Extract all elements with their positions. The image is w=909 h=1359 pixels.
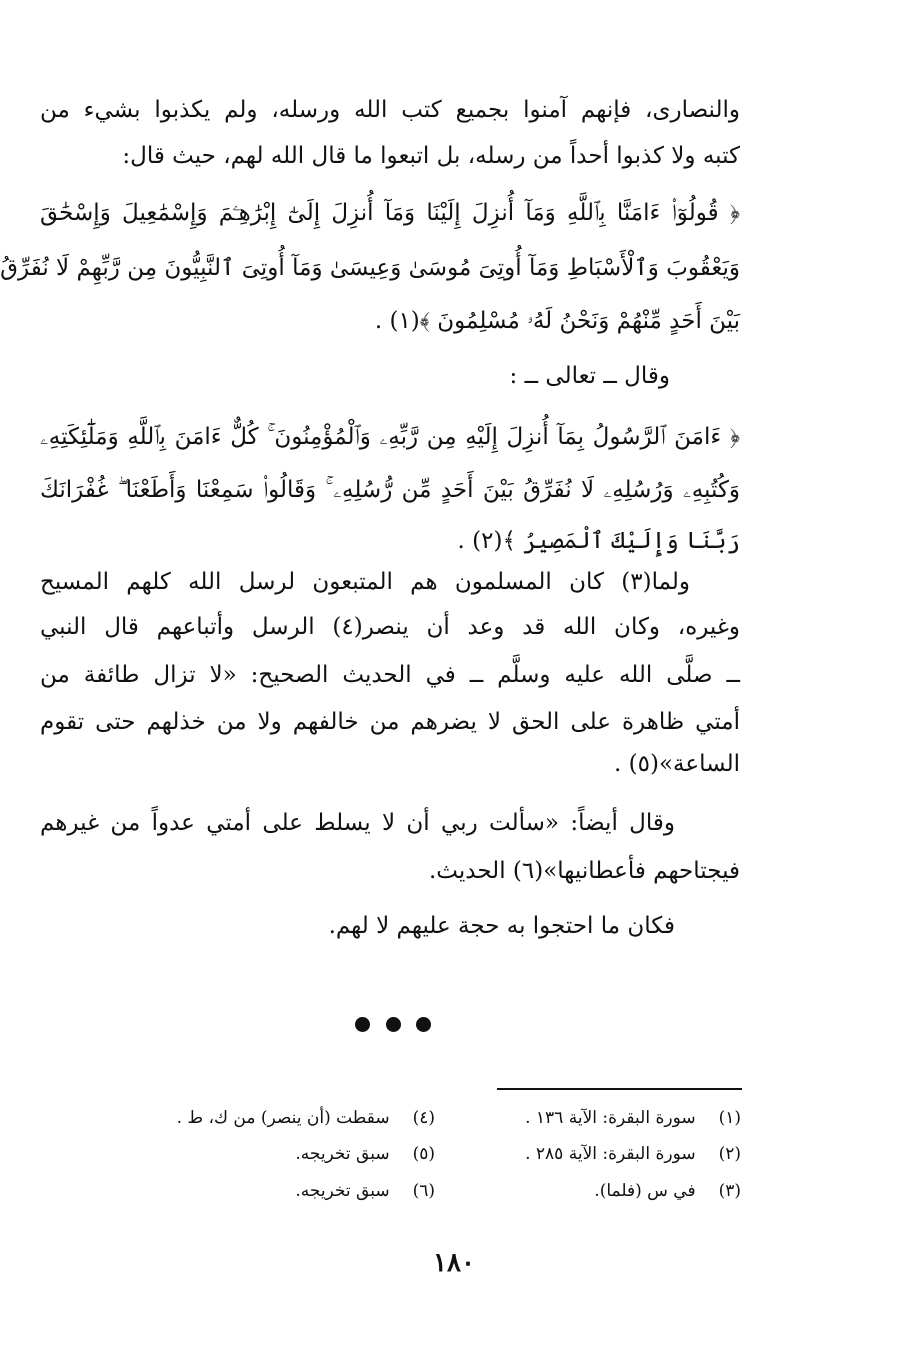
- footnote: [295, 1178, 435, 1204]
- quran-verse-line: بَيْنَ أَحَدٍ مِّنْهُمْ وَنَحْنُ لَهُۥ مُسْلِمُونَ ﴾(١) .: [374, 308, 740, 334]
- footnote-number: (٦): [412, 1181, 435, 1201]
- footnote-number: (٤): [412, 1108, 435, 1128]
- footnote: [525, 1141, 741, 1167]
- footnote-text: سقطت (أن ينصر) من ك، ط .: [176, 1108, 390, 1128]
- text-line: وقال أيضاً: «سألت ربي أن لا يسلط على أمتي عدواً من غيرهم: [40, 810, 675, 836]
- text-line: وغيره، وكان الله قد وعد أن ينصر(٤) الرسل وأتباعهم قال النبي: [40, 614, 741, 640]
- footnote-text: في س (فلما).: [594, 1181, 696, 1201]
- footnote: [594, 1178, 741, 1204]
- quran-verse-line: وَكُتُبِهِۦ وَرُسُلِهِۦ لَا نُفَرِّقُ بَيْنَ أَحَدٍ مِّن رُّسُلِهِۦ ۚ وَقَالُوا۟ سَمِعْنَا وَأَطَعْنَا ۖ غُفْرَانَكَ: [40, 477, 740, 503]
- quran-verse-line: وَيَعْقُوبَ وَٱلْأَسْبَاطِ وَمَآ أُوتِىَ مُوسَىٰ وَعِيسَىٰ وَمَآ أُوتِىَ ٱلنَّبِيُّونَ مِن رَّبِّهِمْ لَا نُفَرِّقُ: [0, 255, 740, 281]
- text-line: والنصارى، فإنهم آمنوا بجميع كتب الله ورسله، ولم يكذبوا بشيء من: [40, 97, 740, 123]
- text-line: وقال ــ تعالى ــ :: [509, 363, 670, 389]
- separator-dot: [355, 1017, 370, 1032]
- footnote-text: سورة البقرة: الآية ٢٨٥ .: [525, 1144, 696, 1164]
- quran-verse-line: رَبَّنَا وَإِلَيْكَ ٱلْمَصِيرُ ﴾(٢) .: [457, 528, 740, 554]
- text-line: كتبه ولا كذبوا أحداً من رسله، بل اتبعوا ما قال الله لهم، حيث قال:: [122, 143, 740, 169]
- footnote: [177, 1105, 435, 1131]
- text-line: الساعة»(٥) .: [614, 751, 740, 777]
- separator-dot: [416, 1017, 431, 1032]
- text-line: أمتي ظاهرة على الحق لا يضرهم من خالفهم ولا من خذلهم حتى تقوم: [40, 709, 740, 735]
- separator-dot: [386, 1017, 401, 1032]
- footnote-number: (١): [718, 1108, 741, 1128]
- text-line: ولما(٣) كان المسلمون هم المتبعون لرسل الله كلهم المسيح: [40, 569, 690, 595]
- footnote: [525, 1105, 741, 1131]
- text-line: فكان ما احتجوا به حجة عليهم لا لهم.: [328, 913, 675, 939]
- section-separator: [355, 1017, 431, 1033]
- footnote-number: (٥): [412, 1144, 435, 1164]
- text-line: ــ صلَّى الله عليه وسلَّم ــ في الحديث الصحيح: «لا تزال طائفة من: [40, 662, 740, 688]
- footnote: [295, 1141, 435, 1167]
- quran-verse-line: ﴿ ءَامَنَ ٱلرَّسُولُ بِمَآ أُنزِلَ إِلَيْهِ مِن رَّبِّهِۦ وَٱلْمُؤْمِنُونَ ۚ كُلٌّ ءَامَنَ بِٱللَّهِ وَمَلَٰٓئِكَتِهِۦ: [40, 424, 740, 450]
- footnote-text: سبق تخريجه.: [295, 1144, 390, 1164]
- page-number: ١٨٠: [433, 1248, 475, 1278]
- footnote-text: سبق تخريجه.: [295, 1181, 390, 1201]
- footnote-rule: [497, 1088, 742, 1090]
- footnote-number: (٢): [718, 1144, 741, 1164]
- footnote-number: (٣): [718, 1181, 741, 1201]
- footnote-text: سورة البقرة: الآية ١٣٦ .: [525, 1108, 696, 1128]
- text-line: فيجتاحهم فأعطانيها»(٦) الحديث.: [428, 858, 740, 884]
- quran-verse-line: ﴿ قُولُوٓا۟ ءَامَنَّا بِٱللَّهِ وَمَآ أُنزِلَ إِلَيْنَا وَمَآ أُنزِلَ إِلَىٰٓ إِبْرَٰهِـۧمَ وَإِسْمَٰعِيلَ وَإِسْحَٰقَ: [40, 200, 740, 226]
